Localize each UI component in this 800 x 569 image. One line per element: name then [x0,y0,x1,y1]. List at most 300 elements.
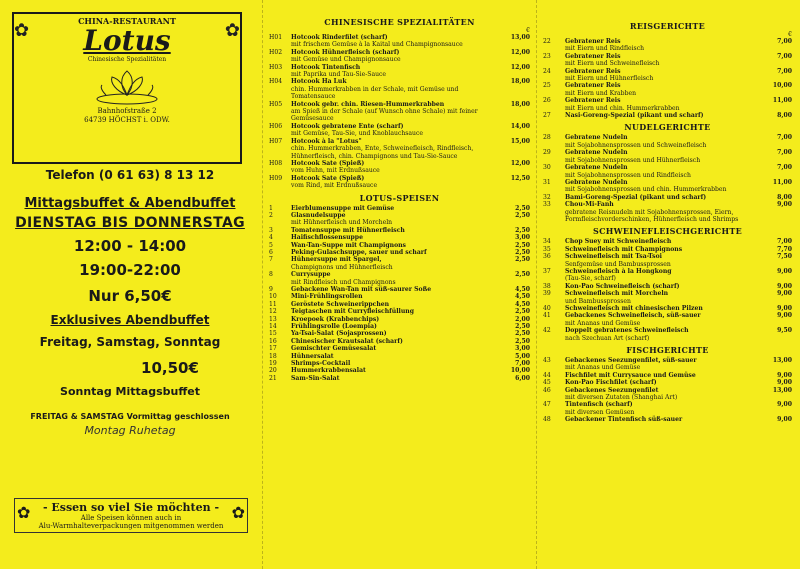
item-price: 12,00 [510,63,530,71]
item-price: 3,00 [515,234,530,242]
item-name: Gebratener Reis [565,52,621,60]
item-number: 2 [269,211,273,219]
item-number: 9 [269,286,273,293]
item-name: Gebratener Reis [565,67,621,75]
item-price: 18,00 [510,78,530,86]
item-name: Currysuppe [291,271,331,279]
menu-item [543,149,792,164]
item-name: Eierblumensuppe mit Gemüse [291,204,395,212]
item-description: mit Sojabohnensprossen und Hühnerfleisch [565,156,701,164]
item-name: Gebratene Nudeln [565,178,628,186]
currency-label: € [788,31,792,38]
item-description: mit Sojabohnensprossen und Rindfleisch [565,171,691,179]
menu-item [269,205,530,212]
item-name: Bami-Goreng-Spezial (pikant und scharf) [565,193,707,201]
item-price: 7,70 [777,245,792,253]
item-number: 16 [269,337,277,345]
item-body [565,283,766,290]
item-number: 13 [269,315,277,323]
item-number: 28 [543,134,551,142]
promo-panel [0,0,262,569]
closed-notice: FREITAG & SAMSTAG Vormittag geschlossen [30,412,230,421]
item-name: Hotcook Rinderfilet (scharf) [291,34,388,41]
item-name: Doppelt gebratenes Schweinefleisch [565,327,689,335]
item-number: 27 [543,112,551,120]
item-body [291,160,504,175]
item-price: 9,00 [777,379,792,387]
item-price: 7,00 [777,238,792,246]
menu-item [543,164,792,179]
menu-item [269,301,530,308]
item-name: Hotcook à la "Lotus" [291,137,362,145]
menu-item [269,64,530,79]
menu-item [269,271,530,286]
item-name: Gebackener Tintenfisch süß-sauer [565,416,683,424]
item-body [565,68,766,83]
item-price: 9,00 [777,305,792,312]
section-title: REISGERICHTE [629,21,706,31]
item-name: Teigtaschen mit Curryfleischfüllung [291,308,414,316]
item-price: 7,00 [777,67,792,75]
buffet-time-dinner: 19:00-22:00 [79,261,181,279]
exclusive-buffet-days: Freitag, Samstag, Sonntag [39,335,221,349]
item-number: 40 [543,305,551,312]
takeaway-note-1: Alle Speisen können auch in [80,514,182,522]
item-name: Nasi-Goreng-Spezial (pikant und scharf) [565,112,704,120]
item-name: Sam-Sin-Salat [291,374,340,382]
item-body [291,330,504,337]
item-number: 37 [543,267,551,275]
item-description: mit Eiern und Schweinefleisch [565,60,660,68]
item-description: mit Eiern und Rindfleisch [565,45,645,53]
item-name: Gebratener Reis [565,82,621,90]
item-price: 9,00 [777,312,792,320]
item-price: 14,00 [510,122,530,130]
item-name: Gemischter Gemüsesalat [291,345,377,353]
item-body [291,249,504,256]
item-body [291,301,504,308]
item-name: Gebratener Reis [565,97,621,105]
item-price: 9,00 [777,267,792,275]
item-body [565,416,766,423]
item-price: 2,50 [515,308,530,316]
buffet-price: Nur 6,50€ [88,287,172,305]
restaurant-header-box [12,12,242,164]
item-description: mit Ananas und Gemüse [565,364,641,372]
item-name: Gebratener Reis [565,38,621,45]
menu-item [543,312,792,327]
item-price: 7,50 [777,253,792,261]
lotus-illustration-icon [92,65,162,105]
item-price: 5,00 [515,352,530,360]
item-price: 2,00 [515,315,530,323]
menu-item [543,246,792,253]
item-description: chin. Hummerkrabben, Ente, Schweinefleisch, Rindfleisch, Hühnerfleisch, chin. Champignons und Tau-Sie-Sauce [291,145,474,160]
menu-item [269,345,530,352]
item-name: Hotcook Sate (Spieß) [291,159,365,167]
item-number: 21 [269,374,277,382]
item-description: mit diversen Gemüsen [565,408,635,416]
item-name: Chop Suey mit Schweinefleisch [565,238,672,246]
buffet-title: Mittagsbuffet & Abendbuffet [24,196,236,211]
item-number: 8 [269,271,273,279]
menu-item [543,134,792,149]
section-title: SCHWEINEFLEISCHGERICHTE [593,226,742,237]
item-number: 26 [543,97,551,105]
item-body [291,123,504,138]
item-name: Kroepoek (Krabbenchips) [291,315,380,323]
item-price: 2,50 [515,271,530,279]
item-body [565,179,766,194]
menu-item [543,357,792,372]
menu-item [269,360,530,367]
item-body [565,387,766,402]
item-price: 2,50 [515,211,530,219]
item-number: 38 [543,282,551,290]
item-name: Gebratene Nudeln [565,149,628,157]
item-number: 24 [543,67,551,75]
item-name: Gebackene Wan-Tan mit süß-saurer Soße [291,286,432,293]
item-price: 7,00 [777,164,792,172]
item-name: Haifischflossensuppe [291,234,363,242]
item-number: 11 [269,300,277,308]
item-body [565,290,766,305]
menu-item [269,212,530,227]
item-description: Champignons und Hühnerfleisch [291,263,393,271]
menu-item [543,82,792,97]
sunday-lunch-buffet: Sonntag Mittagsbuffet [60,385,200,398]
item-number: 47 [543,401,551,409]
item-price: 10,00 [510,367,530,375]
item-price: 12,00 [510,48,530,56]
address: Bahnhofstraße 2 64739 HÖCHST i. ODW. [84,107,170,124]
menu-item [543,201,792,223]
menu-item [543,416,792,423]
item-name: Schweinefleisch mit Tsa-Tsoi [565,253,662,261]
item-number: 15 [269,330,277,338]
item-number: 33 [543,201,551,209]
menu-item [269,227,530,234]
item-price: 3,00 [515,345,530,353]
item-name: Mini-Frühlingsrollen [291,293,363,301]
menu-item [269,308,530,315]
item-number: 46 [543,386,551,394]
item-price: 4,50 [515,300,530,308]
menu-item [269,49,530,64]
item-body [291,212,504,227]
item-body [565,246,766,253]
item-number: 12 [269,308,277,316]
item-number: 36 [543,253,551,261]
item-name: Hotcook Tintenfisch [291,63,361,71]
exclusive-buffet-title: Exklusives Abendbuffet [50,313,210,327]
footer-box [14,498,248,533]
item-price: 7,00 [777,38,792,45]
item-price: 9,00 [777,416,792,424]
item-price: 2,50 [515,204,530,212]
item-number: 6 [269,248,273,256]
item-number: 32 [543,193,551,201]
item-price: 4,50 [515,293,530,301]
item-body [291,286,504,293]
item-body [291,345,504,352]
item-name: Geröstete Schweinerippchen [291,300,390,308]
item-description: (Tau-Sie, scharf) [565,275,616,283]
menu-item [269,367,530,374]
item-name: Glasnudelsuppe [291,211,346,219]
menu-item [543,253,792,268]
menu-item [543,53,792,68]
item-number: H06 [269,122,283,130]
item-price: 15,00 [510,137,530,145]
item-number: 30 [543,164,551,172]
item-price: 13,00 [772,357,792,365]
item-name: Gebratene Nudeln [565,164,628,172]
lotus-flower-icon: ✿ [14,20,30,41]
item-number: 22 [543,38,551,45]
item-name: Gebackenes Seezungenfilet [565,386,659,394]
item-body [291,256,504,271]
item-price: 2,50 [515,256,530,264]
item-price: 9,50 [777,327,792,335]
item-description: und Bambussprossen [565,297,631,305]
menu-item [269,293,530,300]
item-description: mit frischem Gemüse à la Kaital und Champignonsauce [291,41,463,49]
item-body [565,238,766,245]
menu-item [543,268,792,283]
item-price: 9,00 [777,371,792,379]
item-body [291,101,504,123]
item-body [291,367,504,374]
item-description: nach Szechuan Art (scharf) [565,334,650,342]
menu-item [269,242,530,249]
item-description: vom Rind, mit Erdnußsauce [291,182,378,190]
item-number: 45 [543,379,551,387]
item-body [291,375,504,382]
item-price: 2,50 [515,248,530,256]
menu-item [543,238,792,245]
item-name: Chinesischer Krautsalat (scharf) [291,337,403,345]
item-body [291,234,504,241]
item-name: Schweinefleisch mit Champignons [565,245,683,253]
menu-item [269,234,530,241]
item-body [291,34,504,49]
item-number: 17 [269,345,277,353]
item-name: Hummerkrabbensalat [291,367,366,375]
item-name: Schweinefleisch mit Morcheln [565,290,669,298]
item-price: 7,00 [777,52,792,60]
item-number: 1 [269,204,273,212]
item-description: mit Rindfleisch und Champignons [291,278,396,286]
item-body [565,379,766,386]
menu-item [543,179,792,194]
item-body [291,242,504,249]
item-name: Ya-Tsai-Salat (Sojasprossen) [291,330,387,338]
menu-item [269,78,530,100]
item-name: Kon-Pao Fischfilet (scharf) [565,379,657,387]
logo-subtitle: Chinesische Spezialitäten [87,56,167,63]
item-price: 12,00 [510,159,530,167]
buffet-time-lunch: 12:00 - 14:00 [73,237,187,255]
item-body [291,138,504,160]
item-price: 2,50 [515,330,530,338]
item-body [565,134,766,149]
item-description: mit Eiern und Hühnerfleisch [565,75,654,83]
menu-item [269,256,530,271]
item-number: 20 [269,367,277,375]
menu-item [269,338,530,345]
menu-item [543,112,792,119]
item-body [565,112,766,119]
item-price: 2,50 [515,241,530,249]
section-title: LOTUS-SPEISEN [359,192,440,203]
item-body [291,360,504,367]
item-name: Gebackenes Schweinefleisch, süß-sauer [565,312,701,320]
takeaway-note-2: Alu-Warmhalteverpackungen mitgenommen werden [38,522,224,530]
item-number: 3 [269,226,273,234]
rest-day-note: Montag Ruhetag [84,424,176,437]
item-name: Peking-Gulaschsuppe, sauer und scharf [291,248,427,256]
menu-item [543,372,792,379]
item-name: Gebratene Nudeln [565,134,628,142]
item-description: am Spieß in der Schale (auf Wunsch ohne Schale) mit feiner Gemüsesauce [291,108,478,123]
item-number: H04 [269,78,283,86]
item-body [291,271,504,286]
item-number: 23 [543,52,551,60]
item-price: 4,50 [515,286,530,293]
item-body [565,38,766,53]
item-price: 11,00 [772,178,792,186]
item-number: 43 [543,357,551,365]
item-name: Shrimps-Cocktail [291,360,351,368]
item-description: chin. Hummerkrabben in der Schale, mit Gemüse und Tomatensauce [291,85,459,101]
item-name: Frühlingsrolle (Loempia) [291,323,377,331]
restaurant-logo: Lotus [83,24,171,57]
item-number: 14 [269,323,277,331]
item-price: 13,00 [772,386,792,394]
item-number: 7 [269,256,273,264]
item-number: 19 [269,360,277,368]
item-number: H09 [269,174,283,182]
item-price: 9,00 [777,290,792,298]
item-name: Hotcook Sate (Spieß) [291,174,365,182]
menu-item [543,305,792,312]
lotus-flower-icon: ✿ [17,503,31,522]
item-description: mit diversen Zutaten (Shanghai Art) [565,394,678,402]
item-body [565,194,766,201]
item-body [291,64,504,79]
item-number: 10 [269,293,277,301]
item-description: mit Gemüse, Tau-Sie, und Knoblauchsauce [291,130,423,138]
item-name: Schweinefleisch mit chinesischen Pilzen [565,305,703,312]
item-price: 8,00 [777,193,792,201]
menu-item [543,38,792,53]
item-price: 2,50 [515,337,530,345]
item-body [565,97,766,112]
menu-item [269,249,530,256]
item-price: 12,50 [510,174,530,182]
item-body [291,308,504,315]
item-number: 5 [269,241,273,249]
item-price: 13,00 [510,34,530,41]
item-body [291,227,504,234]
menu-item [543,290,792,305]
menu-column-2 [262,0,537,569]
item-number: 34 [543,238,551,246]
item-name: Hotcook gebr. chin. Riesen-Hummerkrabben [291,100,445,108]
section-title: FISCHGERICHTE [626,345,709,356]
item-number: H05 [269,100,283,108]
item-body [291,205,504,212]
item-name: Hotcook Hühnerfleisch (scharf) [291,48,400,56]
item-name: Chou-Mi-Fanh [565,201,614,209]
item-price: 9,00 [777,401,792,409]
item-description: mit Eiern und chin. Hummerkrabben [565,104,680,112]
item-name: Gebackenes Seezungenfilet, süß-sauer [565,357,697,365]
item-price: 11,00 [772,97,792,105]
item-number: H07 [269,137,283,145]
item-name: Tintenfisch (scharf) [565,401,633,409]
item-body [291,353,504,360]
exclusive-buffet-price: 10,50€ [141,359,199,377]
menu-item [269,353,530,360]
item-number: 25 [543,82,551,90]
menu-item [269,160,530,175]
item-price: 10,00 [772,82,792,90]
item-price: 7,00 [515,360,530,368]
item-number: 44 [543,371,551,379]
item-body [565,53,766,68]
menu-item [543,68,792,83]
item-number: 18 [269,352,277,360]
lotus-flower-icon: ✿ [231,503,245,522]
item-description: mit Paprika und Tau-Sie-Sauce [291,71,387,79]
restaurant-type: CHINA-RESTAURANT [78,16,176,26]
item-number: H02 [269,48,283,56]
item-body [565,149,766,164]
buffet-days: DIENSTAG BIS DONNERSTAG [15,215,245,231]
item-price: 6,00 [515,374,530,382]
item-number: 31 [543,178,551,186]
item-description: mit Ananas und Gemüse [565,319,641,327]
item-body [565,268,766,283]
item-number: 35 [543,245,551,253]
menu-item [269,138,530,160]
menu-item [543,194,792,201]
menu-item [543,97,792,112]
menu-item [269,316,530,323]
item-description: mit Eiern und Krabben [565,89,637,97]
menu-item [269,101,530,123]
item-description: Senfgemüse und Bambussprossen [565,260,671,268]
menu-item [543,327,792,342]
section-title: CHINESISCHE SPEZIALITÄTEN [324,17,475,27]
item-description: mit Gemüse und Champignonsauce [291,56,401,64]
phone-number: Telefon (0 61 63) 8 13 12 [45,168,215,182]
item-price: 18,00 [510,100,530,108]
item-body [291,293,504,300]
menu-item [543,379,792,386]
item-body [291,78,504,100]
item-number: 42 [543,327,551,335]
item-description: vom Huhn, mit Erdnußsauce [291,167,380,175]
item-name: Fischfilet mit Currysauce und Gemüse [565,371,696,379]
item-body [565,305,766,312]
item-name: Hotcook gebratene Ente (scharf) [291,122,404,130]
item-number: H01 [269,34,283,41]
item-body [565,327,766,342]
item-description: mit Sojabohnensprossen und Schweinefleisch [565,141,707,149]
